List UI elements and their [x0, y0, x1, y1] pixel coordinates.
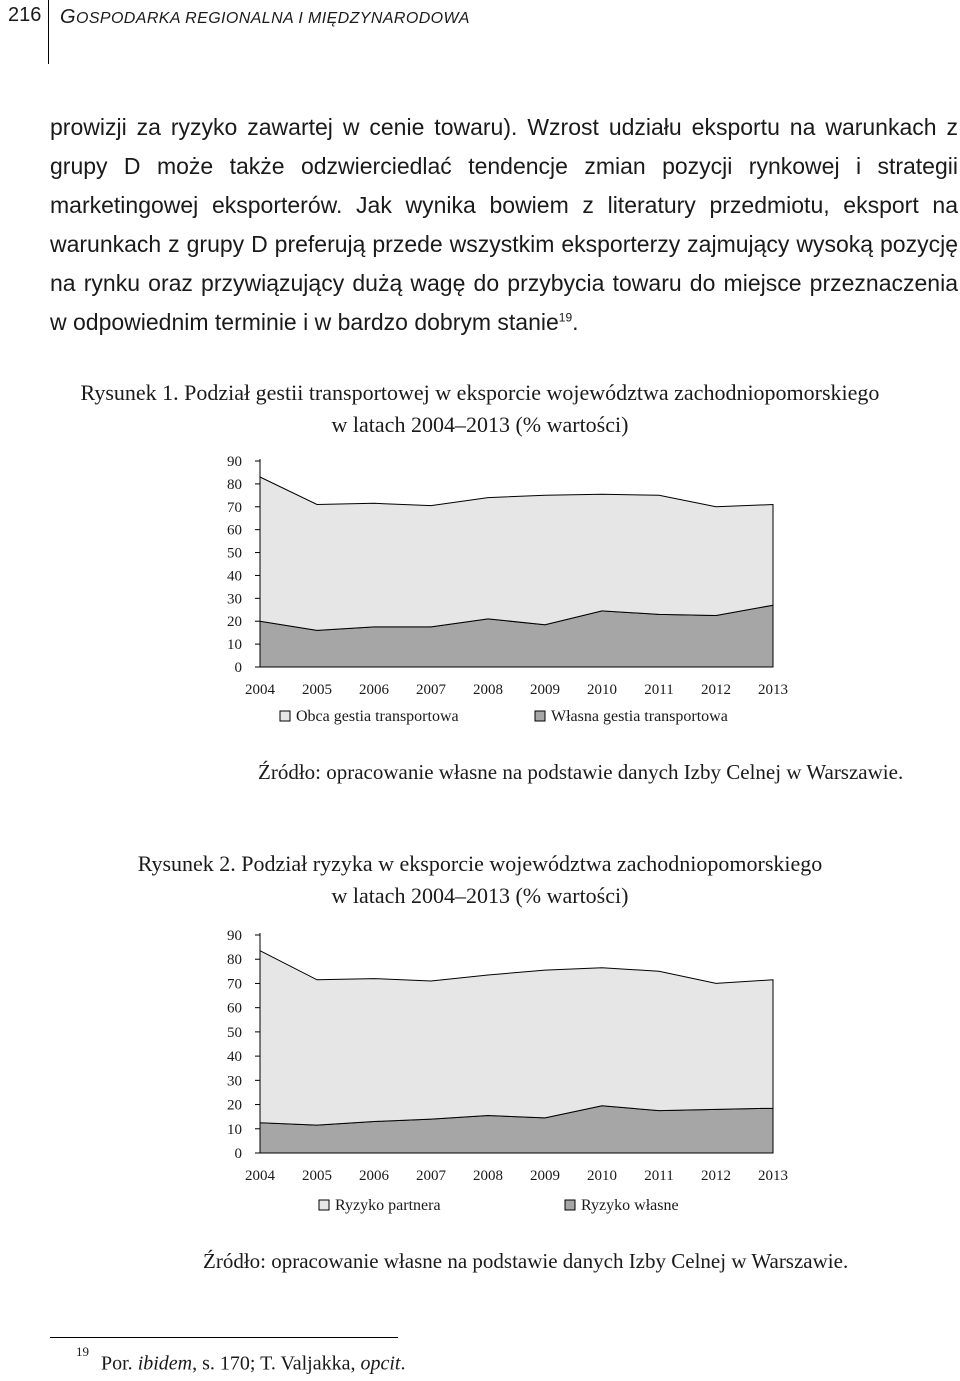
area-series-2 [260, 477, 773, 630]
area-series-2 [260, 951, 773, 1125]
y-tick-label: 70 [227, 976, 242, 993]
x-tick-label: 2011 [644, 682, 674, 698]
legend-swatch [280, 711, 290, 721]
figure1-caption-line2: w latach 2004–2013 (% wartości) [331, 412, 629, 437]
footnote-number: 19 [76, 1344, 89, 1359]
running-title-initial: G [60, 6, 76, 28]
x-tick-label: 2005 [302, 1168, 332, 1184]
x-tick-label: 2007 [416, 1168, 446, 1184]
figure2-caption-line1: Rysunek 2. Podział ryzyka w eksporcie województwa zachodniopomorskiego [137, 851, 823, 876]
x-tick-label: 2004 [245, 682, 275, 698]
x-tick-label: 2013 [758, 682, 788, 698]
x-tick-label: 2011 [644, 1168, 674, 1184]
y-tick-label: 10 [227, 637, 242, 654]
x-tick-label: 2004 [245, 1168, 275, 1184]
footnote-reference: 19 [558, 310, 573, 325]
figure2-chart [0, 920, 960, 1220]
legend-label: Obca gestia transportowa [296, 708, 459, 725]
footnote-divider [50, 1337, 398, 1338]
figure2-caption [0, 848, 960, 912]
legend-label: Ryzyko własne [581, 1197, 679, 1214]
legend-label: Własna gestia transportowa [551, 708, 728, 725]
y-tick-label: 60 [227, 1000, 242, 1017]
x-tick-label: 2007 [416, 682, 446, 698]
y-tick-label: 70 [227, 499, 242, 516]
body-paragraph-end: . [572, 309, 579, 335]
y-tick-label: 90 [227, 454, 242, 470]
figure1-caption-line1: Rysunek 1. Podział gestii transportowej w eksporcie województwa zachodniopomorskiego [80, 380, 880, 405]
legend-swatch [535, 711, 545, 721]
x-tick-label: 2013 [758, 1168, 788, 1184]
page-number: 216 [8, 4, 42, 26]
x-tick-label: 2006 [359, 1168, 389, 1184]
x-tick-label: 2009 [530, 1168, 560, 1184]
running-title-rest: OSPODARKA REGIONALNA I MIĘDZYNARODOWA [75, 10, 470, 27]
body-paragraph [50, 108, 958, 342]
y-tick-label: 10 [227, 1121, 242, 1138]
y-tick-label: 40 [227, 568, 242, 585]
x-tick-label: 2006 [359, 682, 389, 698]
x-tick-label: 2012 [701, 682, 731, 698]
figure2-source: Źródło: opracowanie własne na podstawie danych Izby Celnej w Warszawie. [203, 1249, 849, 1273]
x-tick-label: 2008 [473, 682, 503, 698]
running-title [60, 6, 470, 29]
y-tick-label: 20 [227, 1097, 242, 1114]
footnote-text-pre: Por. [101, 1352, 138, 1375]
x-tick-label: 2005 [302, 682, 332, 698]
y-tick-label: 80 [227, 952, 242, 969]
y-tick-label: 0 [234, 1146, 242, 1162]
x-tick-label: 2009 [530, 682, 560, 698]
y-tick-label: 20 [227, 614, 242, 631]
y-tick-label: 30 [227, 1073, 242, 1090]
legend-swatch [319, 1200, 329, 1210]
y-tick-label: 60 [227, 522, 242, 539]
x-tick-label: 2008 [473, 1168, 503, 1184]
footnote-text-mid: , s. 170; T. Valjakka, [192, 1352, 361, 1375]
y-tick-label: 80 [227, 476, 242, 493]
figure1-source: Źródło: opracowanie własne na podstawie danych Izby Celnej w Warszawie. [258, 760, 904, 784]
x-tick-label: 2010 [587, 682, 617, 698]
figure2-caption-line2: w latach 2004–2013 (% wartości) [331, 883, 629, 908]
y-tick-label: 50 [227, 1024, 242, 1041]
y-tick-label: 40 [227, 1049, 242, 1066]
figure1-caption [0, 377, 960, 441]
y-tick-label: 0 [234, 660, 242, 676]
footnote-opcit: opcit [360, 1352, 401, 1375]
x-tick-label: 2010 [587, 1168, 617, 1184]
x-tick-label: 2012 [701, 1168, 731, 1184]
y-tick-label: 50 [227, 545, 242, 562]
footnote-text-end: . [400, 1352, 406, 1375]
body-paragraph-text: prowizji za ryzyko zawartej w cenie towaru). Wzrost udziału eksportu na warunkach z grupy D może także odzwierciedlać tendencje zmian pozycji rynkowej i strategii marketingowej eksporterów. Jak wynika bowiem z literatury przedmiotu, eksport na warunkach z grupy D preferują przede wszystkim eksporterzy zajmujący wysoką pozycję na rynku oraz przywiązujący dużą wagę do przybycia towaru do miejsce przeznaczenia w odpowiednim terminie i w bardzo dobrym stanie [50, 114, 958, 335]
y-tick-label: 30 [227, 591, 242, 608]
figure1-chart [0, 445, 960, 745]
footnote-ibidem: ibidem [137, 1352, 193, 1375]
legend-swatch [565, 1200, 575, 1210]
legend-label: Ryzyko partnera [335, 1197, 441, 1214]
y-tick-label: 90 [227, 928, 242, 944]
header-divider [48, 0, 49, 64]
footnote [76, 1344, 406, 1376]
